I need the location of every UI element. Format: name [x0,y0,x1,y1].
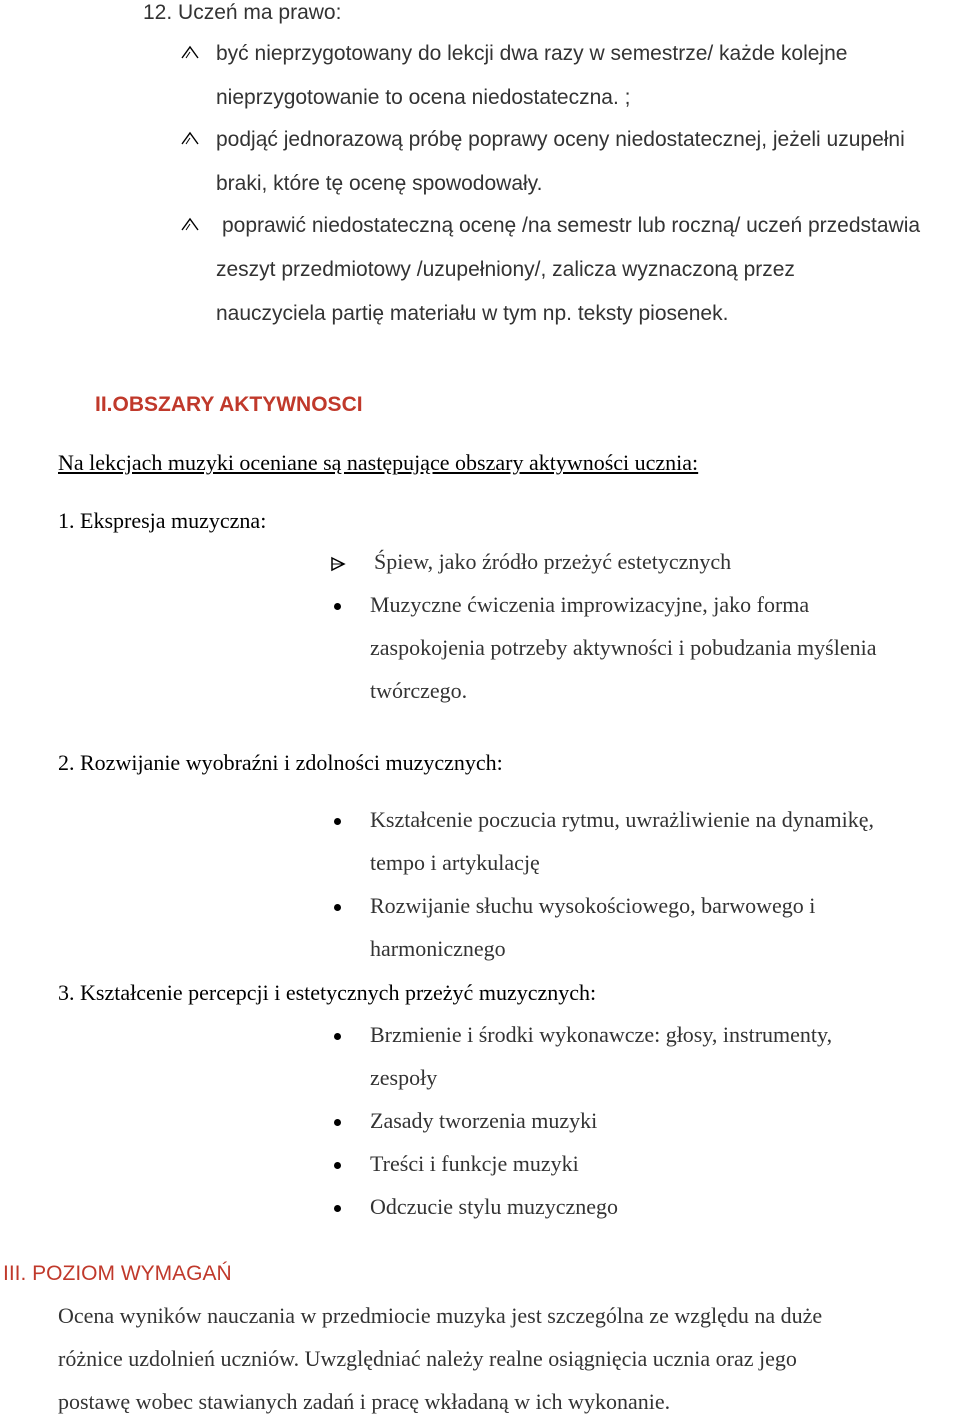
right-item-1-line1: być nieprzygotowany do lekcji dwa razy w semestrze/ każde kolejne [216,42,848,65]
group-3-item-1-line2: zespoły [370,1065,438,1090]
group-2-title: 2. Rozwijanie wyobraźni i zdolności muzycznych: [58,750,503,775]
group-2-item-2-line2: harmonicznego [370,936,506,961]
dot-bullet-icon [334,1205,341,1212]
dot-bullet-icon [334,818,341,825]
section-3-para-line3: postawę wobec stawianych zadań i pracę wkładaną w ich wykonanie. [58,1389,671,1414]
group-3-title: 3. Kształcenie percepcji i estetycznych przeżyć muzycznych: [58,980,597,1005]
section-12-heading: 12. Uczeń ma prawo: [143,1,342,24]
right-item-2-line2: braki, które tę ocenę spowodowały. [216,172,543,195]
dot-bullet-icon [334,1033,341,1040]
group-2-item-2-line1: Rozwijanie słuchu wysokościowego, barwowego i [370,893,816,918]
dot-bullet-icon [334,1162,341,1169]
right-item-3-line2: zeszyt przedmiotowy /uzupełniony/, zalicza wyznaczoną przez [216,258,795,281]
arrow-bullet-icon [330,556,346,572]
right-item-3-line3: nauczyciela partię materiału w tym np. teksty piosenek. [216,302,729,325]
group-3-item-1-line1: Brzmienie i środki wykonawcze: głosy, instrumenty, [370,1022,833,1047]
group-2-item-1-line1: Kształcenie poczucia rytmu, uwrażliwienie na dynamikę, [370,807,874,832]
group-3-item-3: Treści i funkcje muzyki [370,1151,579,1176]
group-1-item-2-line2: zaspokojenia potrzeby aktywności i pobudzania myślenia [370,635,877,660]
triangle-bullet-icon [180,44,200,60]
group-3-item-2: Zasady tworzenia muzyki [370,1108,598,1133]
group-2-item-1-line2: tempo i artykulację [370,850,540,875]
section-3-para-line1: Ocena wyników nauczania w przedmiocie muzyka jest szczególna ze względu na duże [58,1303,823,1328]
group-1-item-1: Śpiew, jako źródło przeżyć estetycznych [374,549,732,574]
group-3-item-4: Odczucie stylu muzycznego [370,1194,619,1219]
section-2-subheading: Na lekcjach muzyki oceniane są następujące obszary aktywności ucznia: [58,450,699,475]
group-1-title: 1. Ekspresja muzyczna: [58,508,267,533]
dot-bullet-icon [334,1119,341,1126]
section-3-heading: III. POZIOM WYMAGAŃ [3,1262,232,1285]
section-3-para-line2: różnice uzdolnień uczniów. Uwzględniać należy realne osiągnięcia ucznia oraz jego [58,1346,797,1371]
section-2-heading: II.OBSZARY AKTYWNOSCI [95,393,363,416]
dot-bullet-icon [334,603,341,610]
dot-bullet-icon [334,904,341,911]
right-item-3-line1: poprawić niedostateczną ocenę /na semestr lub roczną/ uczeń przedstawia [222,214,921,237]
right-item-2-line1: podjąć jednorazową próbę poprawy oceny niedostatecznej, jeżeli uzupełni [216,128,905,151]
triangle-bullet-icon [180,216,200,232]
group-1-item-2-line1: Muzyczne ćwiczenia improwizacyjne, jako forma [370,592,810,617]
triangle-bullet-icon [180,130,200,146]
right-item-1-line2: nieprzygotowanie to ocena niedostateczna. ; [216,86,631,109]
group-1-item-2-line3: twórczego. [370,678,468,703]
